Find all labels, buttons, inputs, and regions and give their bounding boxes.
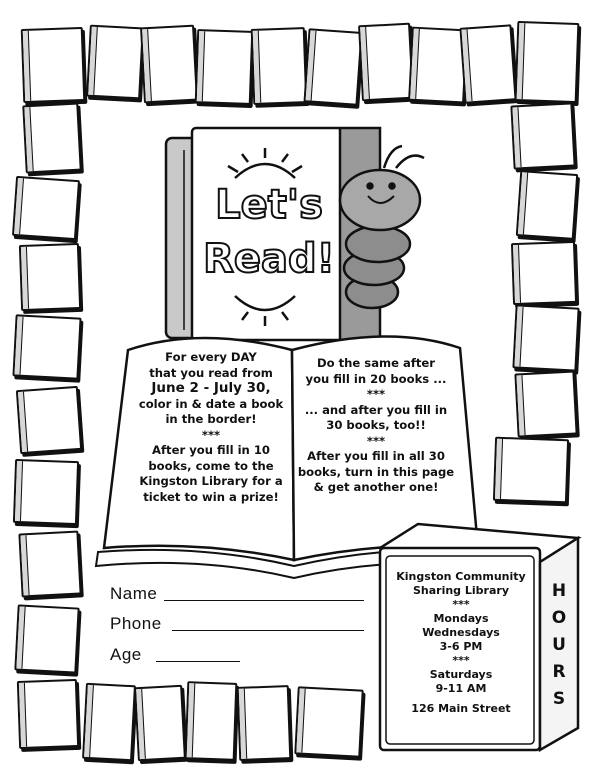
right-line-2: you fill in 20 books ... — [305, 371, 447, 386]
title-text: Let's Read! — [203, 182, 335, 282]
library-name-line-1: Kingston Community — [396, 570, 526, 583]
spine-letter: H — [551, 581, 567, 601]
right-line-4: 30 books, too!! — [326, 418, 426, 432]
library-address: 126 Main Street — [411, 702, 511, 715]
left-line-5: in the border! — [165, 412, 257, 426]
left-separator: *** — [201, 427, 221, 442]
left-line-7: books, come to the — [148, 458, 274, 473]
right-line-3: ... and after you fill in — [304, 402, 448, 417]
right-line-7: & get another one! — [313, 480, 439, 494]
age-label: Age — [110, 645, 142, 664]
hours-days-3: Saturdays — [429, 668, 493, 681]
left-line-8: Kingston Library for a — [139, 474, 283, 488]
hours-days-1: Mondays — [433, 612, 489, 625]
hours-spine-text — [540, 578, 578, 713]
spine-letter: R — [552, 662, 566, 682]
right-line-6: books, turn in this page — [297, 464, 455, 479]
hours-time-2: 9-11 AM — [435, 682, 487, 695]
left-line-6: After you fill in 10 — [152, 443, 270, 457]
left-line-1: For every DAY — [165, 350, 257, 364]
hours-info — [386, 570, 536, 716]
left-line-4: color in & date a book — [138, 396, 284, 411]
left-line-9: ticket to win a prize! — [143, 489, 279, 504]
hours-separator-1: *** — [452, 598, 470, 611]
left-dates: June 2 - July 30, — [151, 380, 271, 396]
spine-letter: O — [551, 608, 567, 628]
left-line-2: that you read from — [149, 365, 273, 380]
phone-label: Phone — [110, 614, 162, 633]
spine-letter: U — [552, 635, 566, 655]
library-name-line-2: Sharing Library — [412, 584, 509, 597]
hours-days-2: Wednesdays — [422, 626, 500, 639]
name-label: Name — [110, 584, 158, 603]
right-line-5: After you fill in all 30 — [307, 449, 445, 463]
right-separator-1: *** — [366, 387, 386, 401]
spine-letter: S — [552, 689, 566, 709]
right-line-1: Do the same after — [316, 356, 435, 370]
hours-separator-2: *** — [452, 654, 470, 667]
right-separator-2: *** — [366, 433, 386, 448]
hours-time-1: 3-6 PM — [439, 640, 483, 653]
